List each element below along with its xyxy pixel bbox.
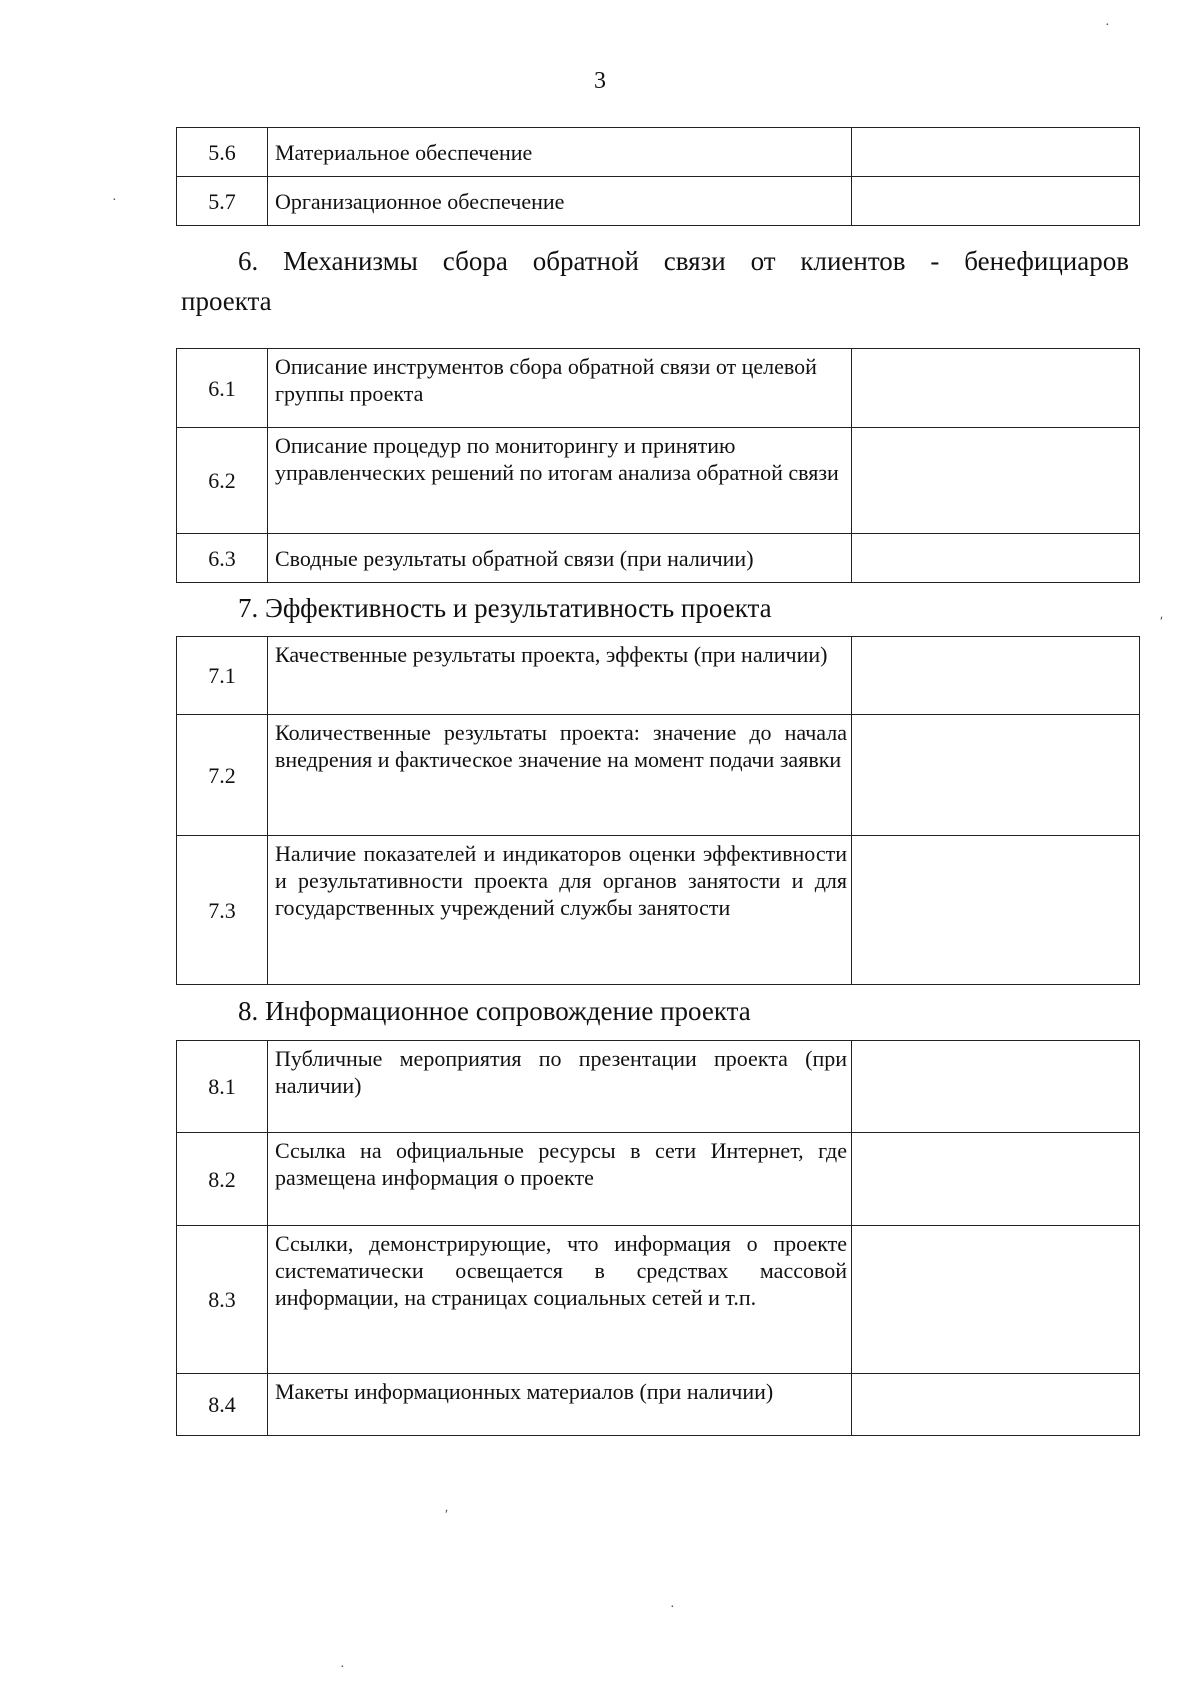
row-number: 5.6	[177, 128, 268, 177]
section-heading-6-line1: 6. Механизмы сбора обратной связи от клиентов - бенефициаров	[238, 246, 1129, 276]
row-number: 7.3	[177, 836, 268, 985]
table-section-8	[176, 1040, 1140, 1436]
scan-speck: ʹ	[445, 1508, 449, 1523]
section-heading-7: 7. Эффективность и результативность проекта	[238, 593, 772, 623]
table-row	[177, 1133, 1140, 1226]
scan-speck: ʹ	[1160, 615, 1164, 630]
row-value-cell[interactable]	[852, 177, 1140, 226]
table-row	[177, 428, 1140, 534]
row-description: Наличие показателей и индикаторов оценки эффективности и результативности проекта для органов занятости и для государственных учреждений службы занятости	[268, 836, 852, 985]
row-description: Описание процедур по мониторингу и принятию управленческих решений по итогам анализа обратной связи	[268, 428, 852, 534]
row-description: Описание инструментов сбора обратной связи от целевой группы проекта	[268, 349, 852, 428]
row-number: 8.4	[177, 1374, 268, 1436]
row-number: 7.2	[177, 715, 268, 836]
section-heading-6	[181, 241, 1129, 321]
table-row	[177, 534, 1140, 583]
table-row	[177, 1226, 1140, 1374]
row-number: 6.2	[177, 428, 268, 534]
table-row	[177, 349, 1140, 428]
row-number: 8.2	[177, 1133, 268, 1226]
table-section-5	[176, 127, 1140, 226]
row-value-cell[interactable]	[852, 534, 1140, 583]
row-description: Организационное обеспечение	[268, 177, 852, 226]
row-description: Макеты информационных материалов (при наличии)	[268, 1374, 852, 1436]
scan-speck: ·	[112, 193, 117, 208]
row-description: Ссылки, демонстрирующие, что информация о проекте систематически освещается в средствах массовой информации, на страницах социальных сетей и т.п.	[268, 1226, 852, 1374]
table-row	[177, 637, 1140, 715]
row-number: 6.1	[177, 349, 268, 428]
row-value-cell[interactable]	[852, 836, 1140, 985]
table-section-7	[176, 636, 1140, 985]
row-value-cell[interactable]	[852, 1133, 1140, 1226]
row-value-cell[interactable]	[852, 1226, 1140, 1374]
table-row	[177, 836, 1140, 985]
row-number: 6.3	[177, 534, 268, 583]
row-value-cell[interactable]	[852, 715, 1140, 836]
scan-speck: ·	[1105, 18, 1110, 33]
row-description: Ссылка на официальные ресурсы в сети Интернет, где размещена информация о проекте	[268, 1133, 852, 1226]
row-value-cell[interactable]	[852, 1041, 1140, 1133]
table-section-6	[176, 348, 1140, 583]
row-number: 7.1	[177, 637, 268, 715]
table-row	[177, 715, 1140, 836]
table-row	[177, 1374, 1140, 1436]
row-value-cell[interactable]	[852, 1374, 1140, 1436]
row-value-cell[interactable]	[852, 128, 1140, 177]
row-value-cell[interactable]	[852, 637, 1140, 715]
section-heading-8: 8. Информационное сопровождение проекта	[238, 996, 751, 1026]
scan-speck: ·	[670, 1600, 675, 1615]
row-number: 8.1	[177, 1041, 268, 1133]
table-row	[177, 177, 1140, 226]
row-value-cell[interactable]	[852, 349, 1140, 428]
row-number: 8.3	[177, 1226, 268, 1374]
row-description: Материальное обеспечение	[268, 128, 852, 177]
scan-speck: ·	[340, 1660, 345, 1675]
row-description: Количественные результаты проекта: значение до начала внедрения и фактическое значение на момент подачи заявки	[268, 715, 852, 836]
row-description: Публичные мероприятия по презентации проекта (при наличии)	[268, 1041, 852, 1133]
row-description: Качественные результаты проекта, эффекты (при наличии)	[268, 637, 852, 715]
row-number: 5.7	[177, 177, 268, 226]
table-row	[177, 1041, 1140, 1133]
page-number: 3	[594, 68, 606, 94]
section-heading-6-line2: проекта	[181, 286, 272, 316]
row-description: Сводные результаты обратной связи (при наличии)	[268, 534, 852, 583]
row-value-cell[interactable]	[852, 428, 1140, 534]
table-row	[177, 128, 1140, 177]
